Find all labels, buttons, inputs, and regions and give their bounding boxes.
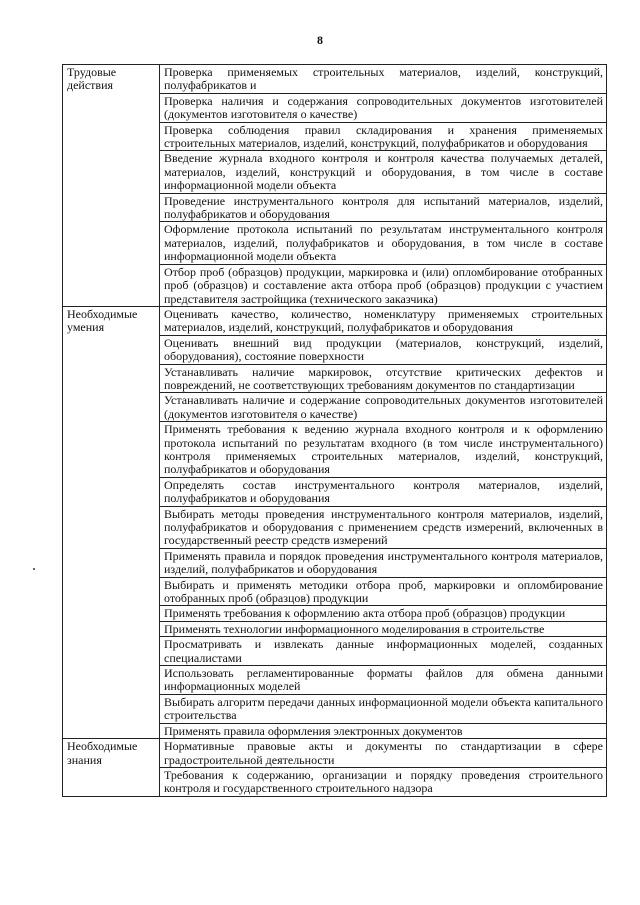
section-label-labor-actions: Трудовые действия [63, 65, 160, 307]
table-cell: Просматривать и извлекать данные информационных моделей, созданных специалистами [160, 637, 607, 666]
section-label-required-skills: Необходимые умения [63, 306, 160, 738]
table-cell: Оценивать качество, количество, номенклатуру применяемых строительных материалов, изделий, конструкций, полуфабрикатов и оборудования [160, 306, 607, 335]
table-row [63, 65, 607, 94]
table-cell: Применять технологии информационного моделирования в строительстве [160, 621, 607, 636]
table-cell: Нормативные правовые акты и документы по стандартизации в сфере градостроительной деятельности [160, 739, 607, 768]
table-cell: Проведение инструментального контроля для испытаний материалов, изделий, полуфабрикатов и оборудования [160, 193, 607, 222]
table-cell: Оформление протокола испытаний по результатам инструментального контроля материалов, изделий, полуфабрикатов и оборудования, в том числе в составе информационной модели объекта [160, 222, 607, 264]
table-row [63, 306, 607, 335]
table-cell: Устанавливать наличие маркировок, отсутствие критических дефектов и повреждений, не соответствующих требованиям документов по стандартизации [160, 364, 607, 393]
table-cell: Использовать регламентированные форматы файлов для обмена данными информационных моделей [160, 666, 607, 695]
table-cell: Применять правила оформления электронных документов [160, 723, 607, 738]
table-cell: Применять правила и порядок проведения инструментального контроля материалов, изделий, полуфабрикатов и оборудования [160, 548, 607, 577]
table-cell: Отбор проб (образцов) продукции, маркировка и (или) опломбирование отобранных проб (образцов) и составление акта отбора проб (образцов) продукции с участием представителя застройщика (технического заказчика) [160, 264, 607, 306]
table-cell: Проверка соблюдения правил складирования и хранения применяемых строительных материалов, изделий, конструкций, полуфабрикатов и оборудования [160, 122, 607, 151]
table-cell: Применять требования к ведению журнала входного контроля и к оформлению протокола испытаний по результатам входного (в том числе инструментального) контроля применяемых строительных материалов, изделий, конструкций, полуфабрикатов и оборудования [160, 422, 607, 478]
table-row [63, 739, 607, 768]
table-cell: Требования к содержанию, организации и порядку проведения строительного контроля и государственного строительного надзора [160, 767, 607, 796]
table-cell: Устанавливать наличие и содержание сопроводительных документов изготовителей (документов изготовителя о качестве) [160, 393, 607, 422]
table-cell: Выбирать и применять методики отбора проб, маркировки и опломбирование отобранных проб (образцов) продукции [160, 577, 607, 606]
table-cell: Выбирать методы проведения инструментального контроля материалов, изделий, полуфабрикатов и оборудования с применением средств измерений, включенных в государственный реестр средств измерений [160, 506, 607, 548]
table-cell: Определять состав инструментального контроля материалов, изделий, полуфабрикатов и оборудования [160, 477, 607, 506]
section-label-required-knowledge: Необходимые знания [63, 739, 160, 797]
table-cell: Оценивать внешний вид продукции (материалов, конструкций, изделий, оборудования), состояние поверхности [160, 335, 607, 364]
table-cell: Проверка применяемых строительных материалов, изделий, конструкций, полуфабрикатов и [160, 65, 607, 94]
page-number: 8 [317, 33, 323, 47]
table-cell: Введение журнала входного контроля и контроля качества получаемых деталей, материалов, изделий, конструкций и оборудования, в том числе в составе информационной модели объекта [160, 151, 607, 193]
table-cell: Проверка наличия и содержания сопроводительных документов изготовителей (документов изготовителя о качестве) [160, 93, 607, 122]
competency-table [62, 64, 607, 797]
margin-dot [33, 568, 35, 570]
table-cell: Применять требования к оформлению акта отбора проб (образцов) продукции [160, 606, 607, 621]
table-cell: Выбирать алгоритм передачи данных информационной модели объекта капитального строительства [160, 694, 607, 723]
